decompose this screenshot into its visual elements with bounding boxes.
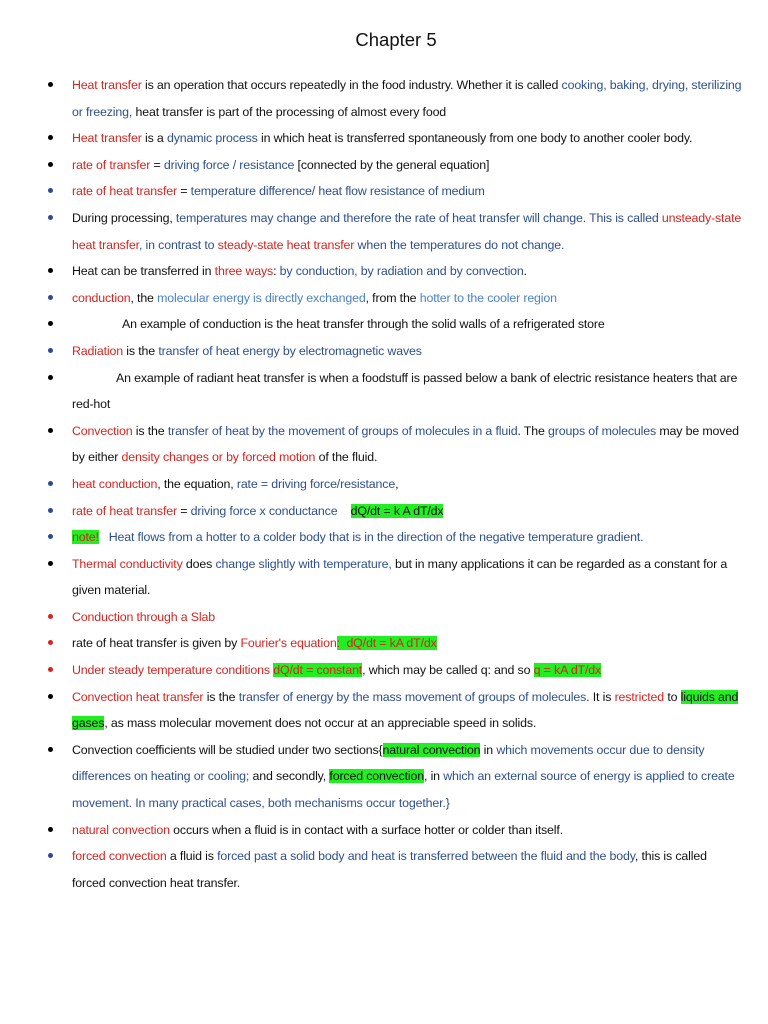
bullet-dot-icon: [48, 853, 53, 858]
page-title: Chapter 5: [355, 29, 437, 50]
list-item: Heat can be transferred in three ways: by conduction, by radiation and by convection.: [0, 258, 768, 285]
equation-highlight: dQ/dt = k A dT/dx: [350, 503, 444, 518]
bullet-dot-icon: [48, 640, 53, 645]
bullet-dot-icon: [48, 135, 53, 140]
bullet-dot-icon: [48, 694, 53, 699]
bullet-dot-icon: [48, 561, 53, 566]
equation-highlight: : dQ/dt = kA dT/dx: [336, 636, 437, 651]
note-highlight: note!: [72, 530, 99, 545]
list-item: During processing, temperatures may change and therefore the rate of heat transfer will change. This is called unsteady-state heat transfer, in contrast to steady-state heat transfer when the temperatures do not change.: [0, 205, 768, 258]
list-item: Thermal conductivity does change slightly with temperature, but in many applications it can be regarded as a constant for a given material.: [0, 551, 768, 604]
list-item: Heat transfer is an operation that occurs repeatedly in the food industry. Whether it is called cooking, baking, drying, sterilizing or freezing, heat transfer is part of the processing of almost every food: [0, 72, 768, 125]
bullet-dot-icon: [48, 162, 53, 167]
list-item: note! Heat flows from a hotter to a colder body that is in the direction of the negative temperature gradient.: [0, 524, 768, 551]
list-item: Conduction through a Slab: [0, 604, 768, 631]
bullet-dot-icon: [48, 667, 53, 672]
bullet-dot-icon: [48, 534, 53, 539]
list-item: conduction, the molecular energy is directly exchanged, from the hotter to the cooler region: [0, 285, 768, 312]
equation-highlight: q = kA dT/dx: [533, 663, 602, 678]
list-item: rate of heat transfer = driving force x conductance dQ/dt = k A dT/dx: [0, 498, 768, 525]
bullet-dot-icon: [48, 428, 53, 433]
list-item: natural convection occurs when a fluid is in contact with a surface hotter or colder than itself.: [0, 817, 768, 844]
bullet-list: [0, 72, 768, 896]
text-highlight: natural convection: [382, 742, 481, 757]
bullet-dot-icon: [48, 348, 53, 353]
bullet-dot-icon: [48, 82, 53, 87]
list-item: rate of heat transfer is given by Fourier's equation: dQ/dt = kA dT/dx: [0, 630, 768, 657]
list-item: An example of conduction is the heat transfer through the solid walls of a refrigerated store: [0, 311, 768, 338]
bullet-dot-icon: [48, 375, 53, 380]
equation-highlight: dQ/dt = constant: [273, 663, 363, 678]
list-item: heat conduction, the equation, rate = driving force/resistance,: [0, 471, 768, 498]
bullet-dot-icon: [48, 827, 53, 832]
list-item: Convection coefficients will be studied under two sections{natural convection in which movements occur due to density differences on heating or cooling; and secondly, forced convection, in which an external source of energy is applied to create movement. In many practical cases, both mechanisms occur together.}: [0, 737, 768, 817]
text-highlight: liquids and gases: [72, 689, 739, 731]
list-item: Heat transfer is a dynamic process in which heat is transferred spontaneously from one body to another cooler body.: [0, 125, 768, 152]
bullet-dot-icon: [48, 508, 53, 513]
text-highlight: forced convection: [329, 769, 424, 784]
list-item: forced convection a fluid is forced past a solid body and heat is transferred between the fluid and the body, this is called forced convection heat transfer.: [0, 843, 768, 896]
list-item: rate of transfer = driving force / resistance [connected by the general equation]: [0, 152, 768, 179]
list-item: An example of radiant heat transfer is when a foodstuff is passed below a bank of electric resistance heaters that are red-hot: [0, 365, 768, 418]
bullet-dot-icon: [48, 268, 53, 273]
bullet-dot-icon: [48, 747, 53, 752]
bullet-dot-icon: [48, 188, 53, 193]
bullet-dot-icon: [48, 481, 53, 486]
list-item: rate of heat transfer = temperature difference/ heat flow resistance of medium: [0, 178, 768, 205]
bullet-dot-icon: [48, 215, 53, 220]
list-item: Convection is the transfer of heat by the movement of groups of molecules in a fluid. The groups of molecules may be moved by either density changes or by forced motion of the fluid.: [0, 418, 768, 471]
list-item: Under steady temperature conditions dQ/dt = constant, which may be called q: and so q = kA dT/dx: [0, 657, 768, 684]
bullet-dot-icon: [48, 614, 53, 619]
bullet-dot-icon: [48, 295, 53, 300]
list-item: Radiation is the transfer of heat energy by electromagnetic waves: [0, 338, 768, 365]
list-item: Convection heat transfer is the transfer of energy by the mass movement of groups of molecules. It is restricted to liquids and gases, as mass molecular movement does not occur at an appreciable speed in solids.: [0, 684, 768, 737]
bullet-dot-icon: [48, 321, 53, 326]
